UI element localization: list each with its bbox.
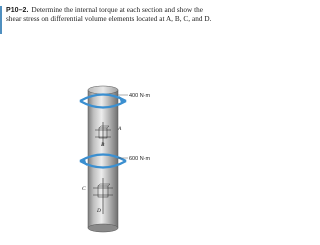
torque-top-label: 400 N·m: [129, 93, 151, 99]
point-a-label: A: [118, 126, 122, 132]
point-b-label: B: [101, 142, 105, 148]
point-c-label: C: [82, 186, 86, 192]
problem-number: P10–2.: [6, 7, 29, 14]
problem-text: Determine the internal torque at each section and show the shear stress on differential volume elements located at A, B, C, and D.: [6, 6, 212, 24]
point-d-label: D: [97, 208, 101, 214]
torque-mid-label: 600 N·m: [129, 156, 151, 162]
